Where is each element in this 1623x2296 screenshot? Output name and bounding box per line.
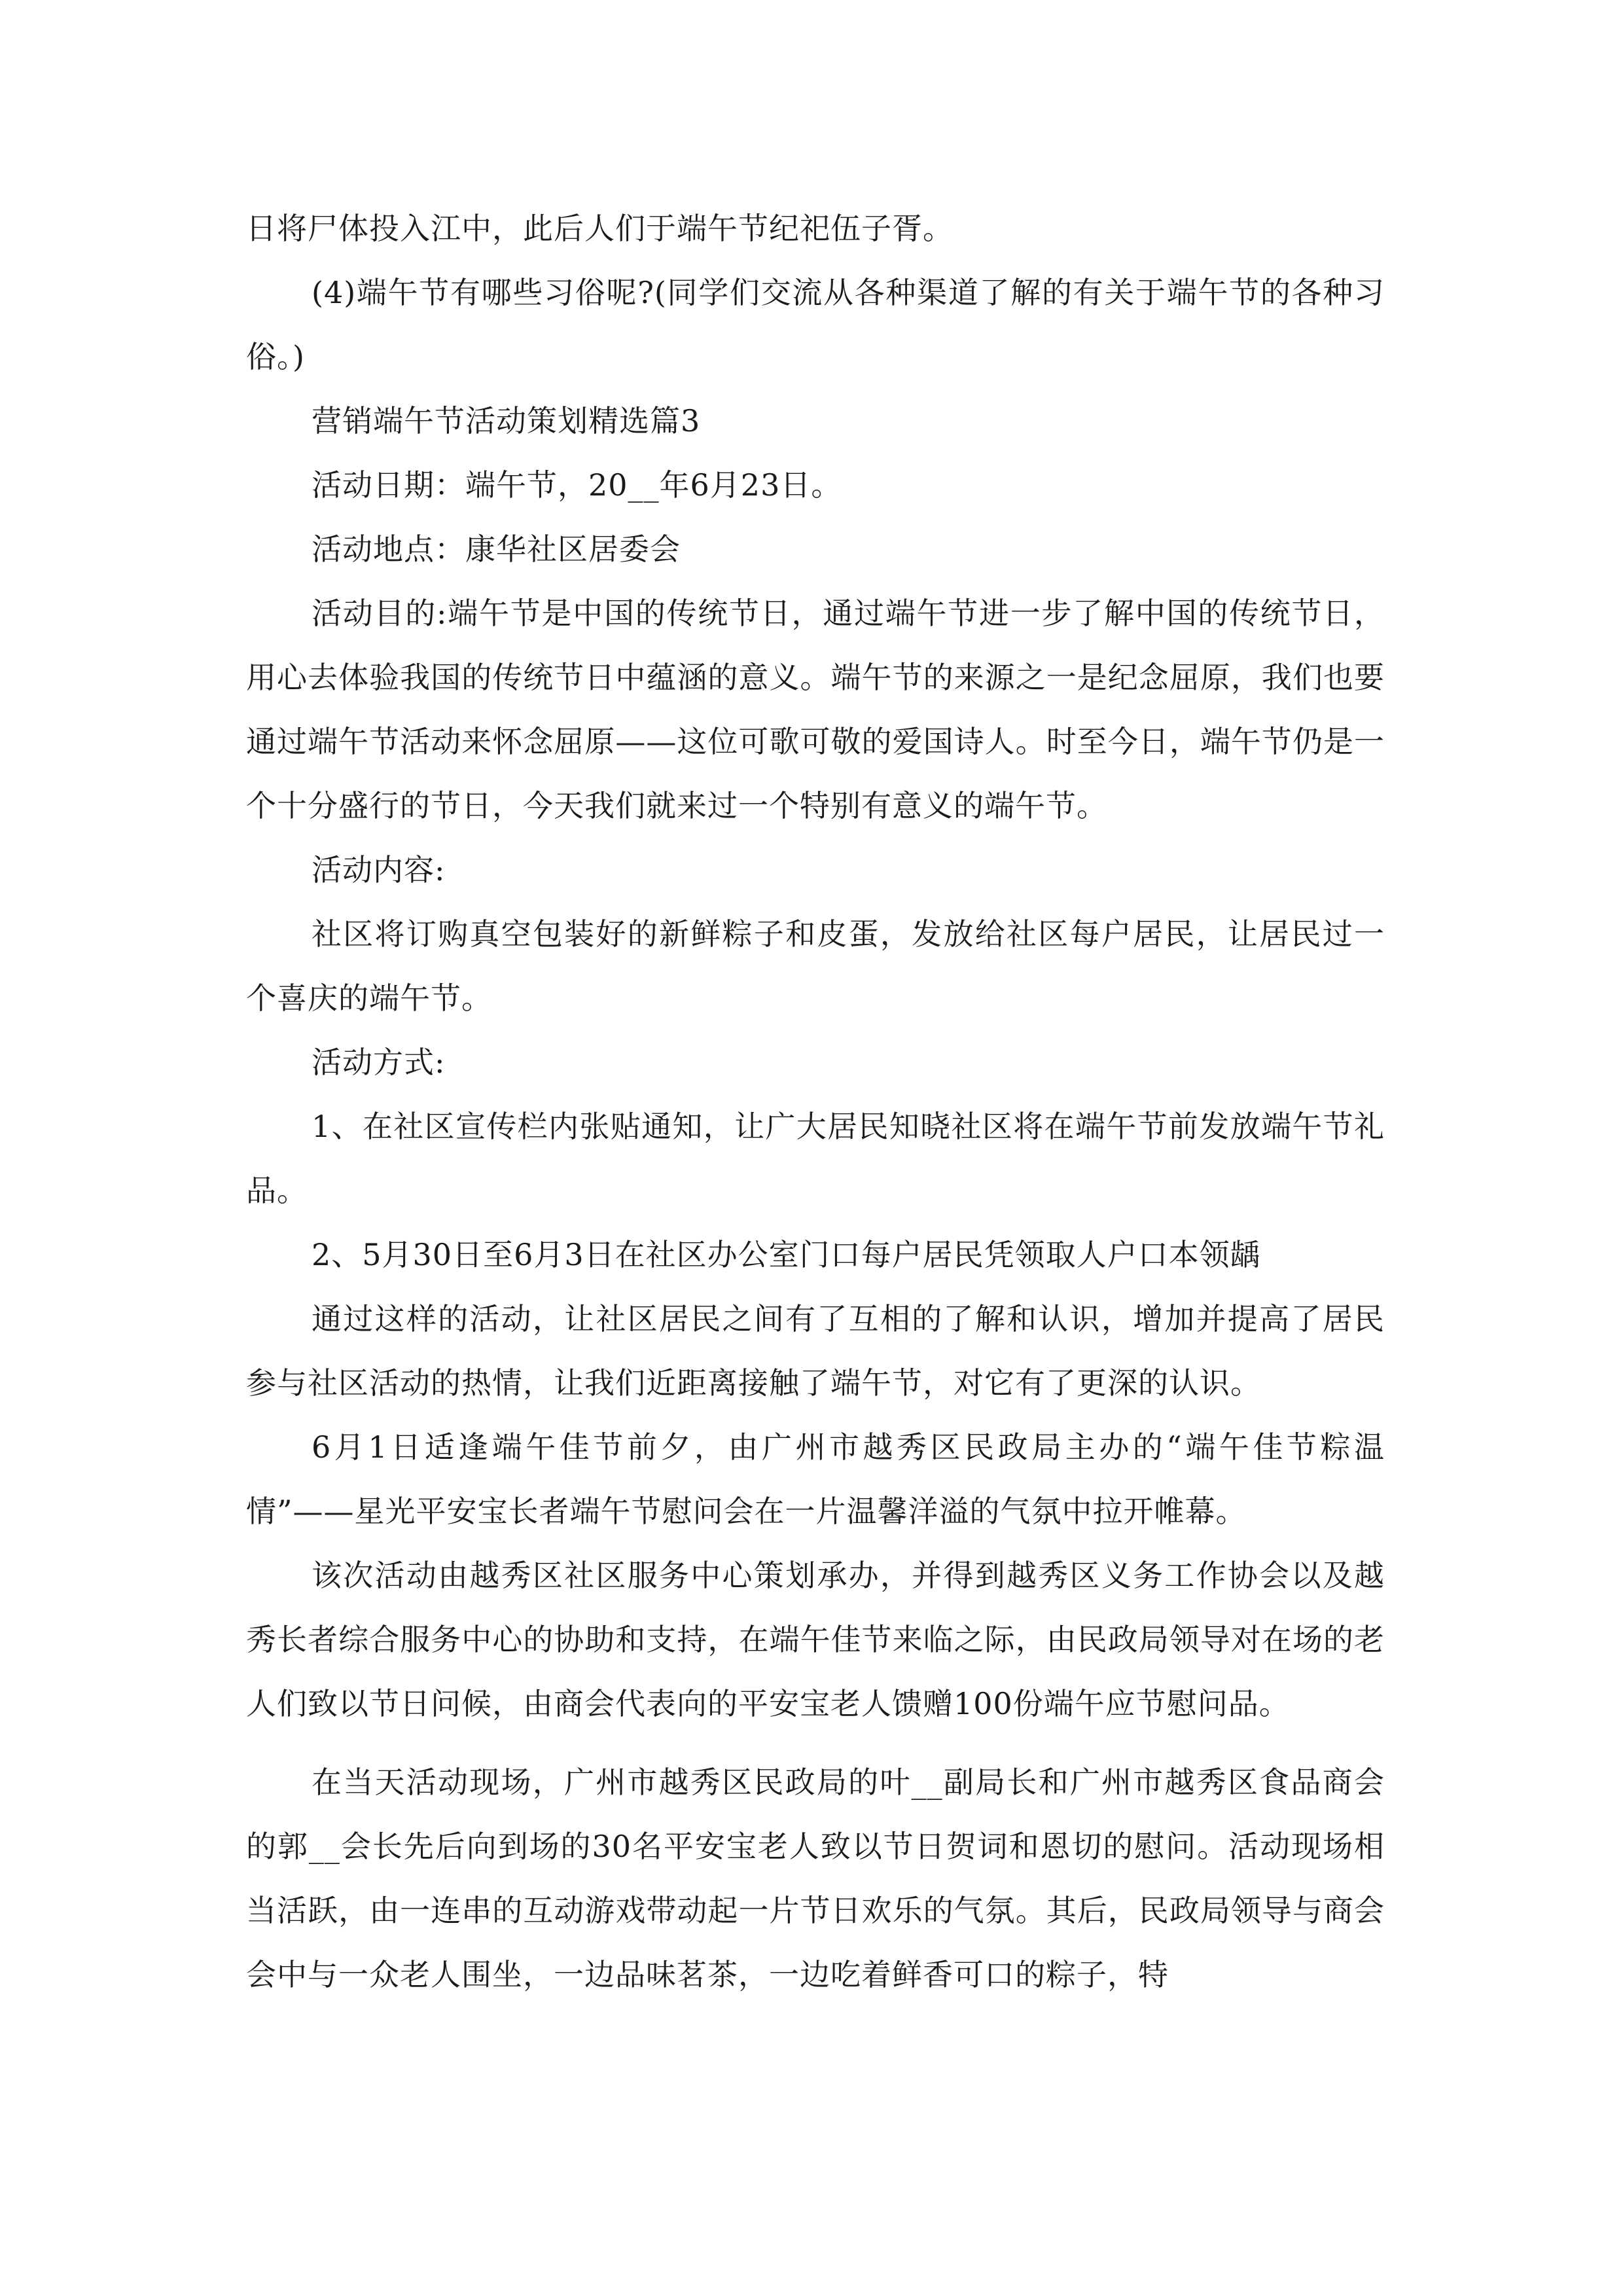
paragraph-method-1: 1、在社区宣传栏内张贴通知，让广大居民知晓社区将在端午节前发放端午节礼品。	[246, 1109, 1385, 1208]
paragraph-activity-method-label: 活动方式:	[312, 1045, 446, 1080]
paragraph-event-organizers: 该次活动由越秀区社区服务中心策划承办，并得到越秀区义务工作协会以及越秀长者综合服务中心的协助和支持，在端午佳节来临之际，由民政局领导对在场的老人们致以节日问候，由商会代表向的平安宝老人馈赠100份端午应节慰问品。	[246, 1558, 1385, 1721]
paragraph-activity-location: 活动地点：康华社区居委会	[312, 531, 681, 567]
paragraph-activity-content: 社区将订购真空包装好的新鲜粽子和皮蛋，发放给社区每户居民，让居民过一个喜庆的端午节。	[246, 916, 1385, 1016]
section-heading: 营销端午节活动策划精选篇3	[312, 403, 701, 439]
paragraph-outcome: 通过这样的活动，让社区居民之间有了互相的了解和认识，增加并提高了居民参与社区活动的热情，让我们近距离接触了端午节，对它有了更深的认识。	[246, 1301, 1385, 1401]
paragraph-event-opening: 6月1日适逢端午佳节前夕，由广州市越秀区民政局主办的“端午佳节粽温情”——星光平安宝长者端午节慰问会在一片温馨洋溢的气氛中拉开帷幕。	[246, 1429, 1385, 1529]
paragraph-method-2: 2、5月30日至6月3日在社区办公室门口每户居民凭领取人户口本领龋	[312, 1237, 1261, 1272]
paragraph-customs-question: (4)端午节有哪些习俗呢?(同学们交流从各种渠道了解的有关于端午节的各种习俗。)	[246, 275, 1385, 374]
paragraph-activity-date: 活动日期：端午节，20__年6月23日。	[312, 467, 842, 503]
paragraph-activity-purpose: 活动目的:端午节是中国的传统节日，通过端午节进一步了解中国的传统节日，用心去体验我国的传统节日中蕴涵的意义。端午节的来源之一是纪念屈原，我们也要通过端午节活动来怀念屈原——这位可歌可敬的爱国诗人。时至今日，端午节仍是一个十分盛行的节日，今天我们就来过一个特别有意义的端午节。	[246, 596, 1385, 823]
paragraph-activity-content-label: 活动内容:	[312, 852, 446, 888]
paragraph-event-scene: 在当天活动现场，广州市越秀区民政局的叶__副局长和广州市越秀区食品商会的郭__会长先后向到场的30名平安宝老人致以节日贺词和恩切的慰问。活动现场相当活跃，由一连串的互动游戏带动起一片节日欢乐的气氛。其后，民政局领导与商会会中与一众老人围坐，一边品味茗茶，一边吃着鲜香可口的粽子，特	[246, 1765, 1385, 1992]
paragraph-continuation: 日将尸体投入江中，此后人们于端午节纪祀伍子胥。	[246, 211, 954, 246]
document-body	[246, 196, 1385, 2007]
